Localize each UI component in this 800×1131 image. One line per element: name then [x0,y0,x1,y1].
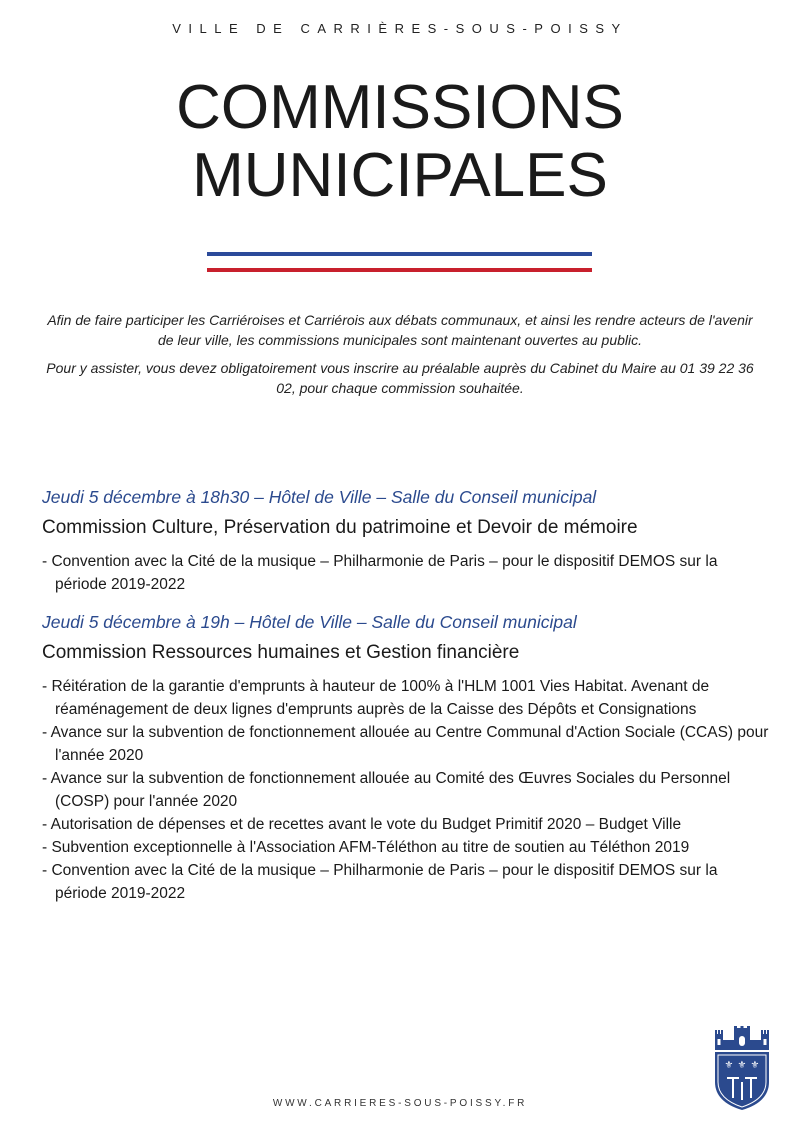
intro-paragraph-1: Afin de faire participer les Carriéroises et Carriérois aux débats communaux, et ainsi les rendre acteurs de l'avenir de leur ville, les commissions municipales sont maintenant ouvertes au public. [47,312,753,348]
svg-text:⚜: ⚜ [737,1060,747,1071]
session-1-title: Commission Culture, Préservation du patrimoine et Devoir de mémoire [42,517,638,538]
session-1-date: Jeudi 5 décembre à 18h30 – Hôtel de Ville – Salle du Conseil municipal [42,487,597,507]
intro-paragraph-2: Pour y assister, vous devez obligatoirement vous inscrire au préalable auprès du Cabinet du Maire au 01 39 22 36 02, pour chaque commission souhaitée. [46,360,754,396]
city-coat-of-arms-icon [712,1026,772,1112]
svg-text:⚜: ⚜ [724,1060,734,1071]
page-title-line-2: MUNICIPALES [192,141,608,210]
agenda-item: - Autorisation de dépenses et de recettes avant le vote du Budget Primitif 2020 – Budget Ville [42,813,772,836]
session-2-title: Commission Ressources humaines et Gestion financière [42,642,520,663]
blue-stripe [207,252,592,256]
footer-url: WWW.CARRIERES-SOUS-POISSY.FR [272,1098,528,1109]
agenda-item: - Subvention exceptionnelle à l'Association AFM-Téléthon au titre de soutien au Téléthon 2019 [42,836,772,859]
session-1-agenda [42,550,742,596]
svg-text:⚜: ⚜ [750,1060,760,1071]
page-title-line-1: COMMISSIONS [176,73,624,142]
session-2-agenda [42,675,772,905]
agenda-item: - Avance sur la subvention de fonctionnement allouée au Centre Communal d'Action Sociale (CCAS) pour l'année 2020 [42,721,772,767]
agenda-item: - Convention avec la Cité de la musique – Philharmonie de Paris – pour le dispositif DEMOS sur la période 2019-2022 [42,859,772,905]
red-stripe [207,268,592,272]
top-city-name: VILLE DE CARRIÈRES-SOUS-POISSY [172,21,628,36]
page-title [0,74,800,210]
session-2-date: Jeudi 5 décembre à 19h – Hôtel de Ville – Salle du Conseil municipal [42,612,577,632]
agenda-item: - Réitération de la garantie d'emprunts à hauteur de 100% à l'HLM 1001 Vies Habitat. Avenant de réaménagement de deux lignes d'emprunts auprès de la Caisse des Dépôts et Consignations [42,675,772,721]
agenda-item: - Convention avec la Cité de la musique – Philharmonie de Paris – pour le dispositif DEMOS sur la période 2019-2022 [42,550,742,596]
agenda-item: - Avance sur la subvention de fonctionnement allouée au Comité des Œuvres Sociales du Personnel (COSP) pour l'année 2020 [42,767,772,813]
